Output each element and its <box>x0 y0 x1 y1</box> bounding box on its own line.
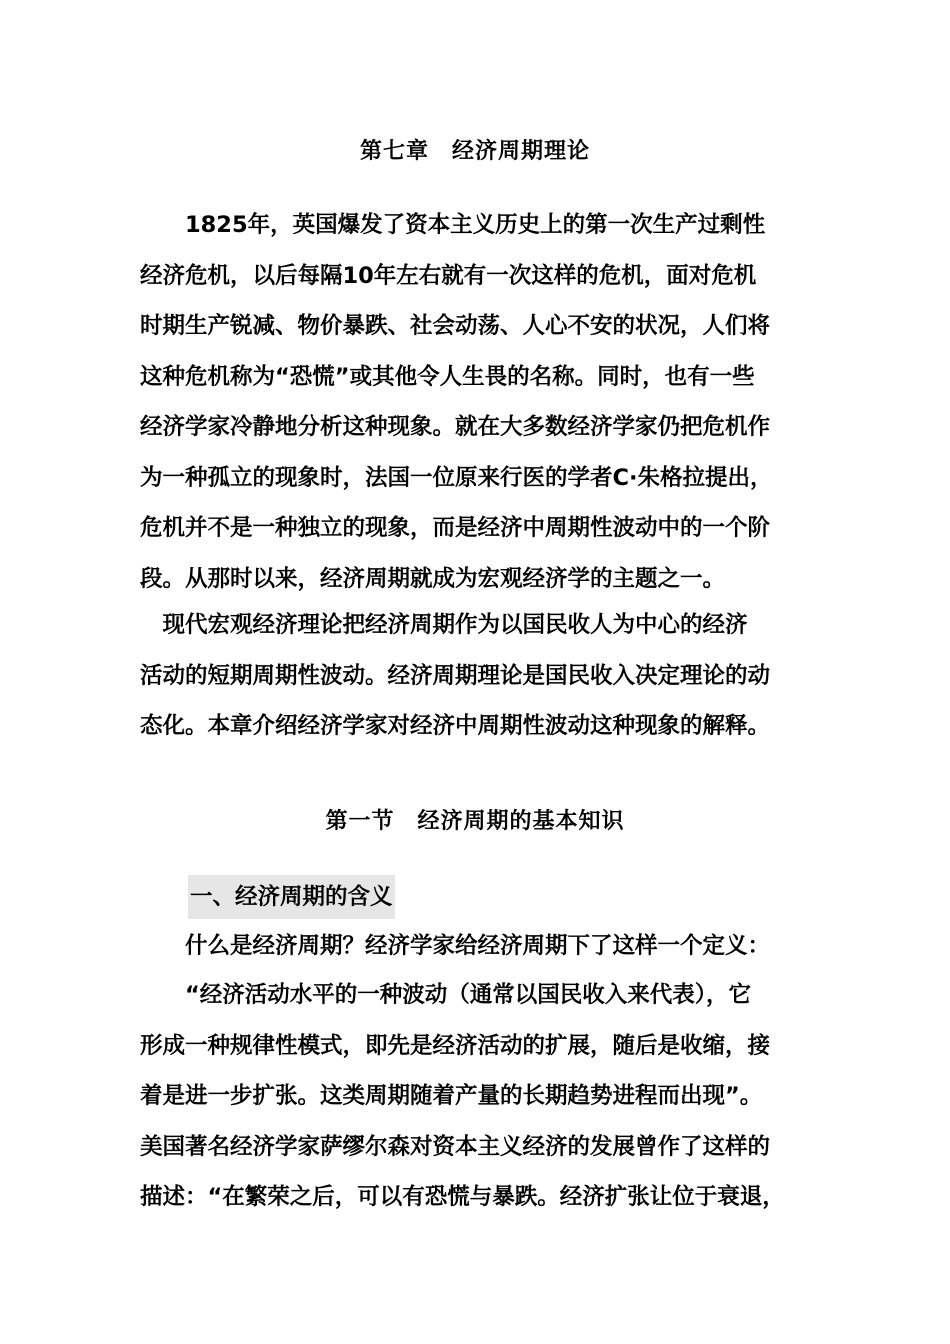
paragraph-line: 现代宏观经济理论把经济周期作为以国民收人为中心的经济 <box>140 612 748 638</box>
paragraph-line: “经济活动水平的一种波动（通常以国民收入来代表），它 <box>140 982 752 1008</box>
paragraph-line: 描述：“在繁荣之后，可以有恐慌与暴跌。经济扩张让位于衰退， <box>140 1184 785 1210</box>
paragraph-line: 为一种孤立的现象时，法国一位原来行医的学者C·朱格拉提出， <box>140 464 773 491</box>
paragraph-line: 活动的短期周期性波动。经济周期理论是国民收入决定理论的动 <box>140 662 771 689</box>
paragraph-line: 态化。本章介绍经济学家对经济中周期性波动这种现象的解释。 <box>140 713 771 739</box>
paragraph-line: 着是进一步扩张。这类周期随着产量的长期趋势进程而出现”。 <box>140 1083 763 1109</box>
paragraph-line: 经济学家冷静地分析这种现象。就在大多数经济学家仍把危机作 <box>140 414 771 440</box>
modern-theory-paragraph <box>140 600 830 752</box>
paragraph-line: 时期生产锐减、物价暴跌、社会动荡、人心不安的状况，人们将 <box>140 313 771 339</box>
definition-paragraph <box>140 970 830 1223</box>
paragraph-line: 1825年，英国爆发了资本主义历史上的第一次生产过剩性 <box>140 212 766 238</box>
paragraph-line: 什么是经济周期？经济学家给经济周期下了这样一个定义： <box>140 933 771 959</box>
paragraph-line: 经济危机，以后每隔10年左右就有一次这样的危机，面对危机 <box>140 262 757 289</box>
section-title: 第一节 经济周期的基本知识 <box>325 809 625 834</box>
paragraph-line: 段。从那时以来，经济周期就成为宏观经济学的主题之一。 <box>140 565 726 592</box>
paragraph-line: 这种危机称为“恐慌”或其他令人生畏的名称。同时，也有一些 <box>140 363 755 390</box>
paragraph-line: 危机并不是一种独立的现象，而是经济中周期性波动中的一个阶 <box>140 515 771 541</box>
subheading: 一、经济周期的含义 <box>188 875 395 919</box>
paragraph-line: 美国著名经济学家萨缪尔森对资本主义经济的发展曾作了这样的 <box>140 1133 771 1160</box>
question-paragraph <box>140 921 830 972</box>
intro-paragraph <box>140 200 830 604</box>
chapter-title: 第七章 经济周期理论 <box>359 139 590 164</box>
paragraph-line: 形成一种规律性模式，即先是经济活动的扩展，随后是收缩，接 <box>140 1032 771 1059</box>
